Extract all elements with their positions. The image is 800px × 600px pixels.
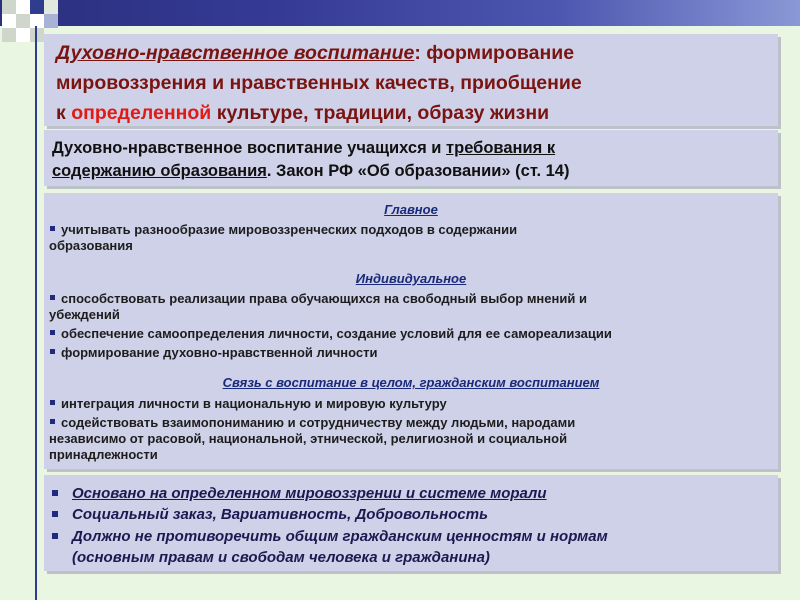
title-term: Духовно-нравственное воспитание xyxy=(56,42,415,64)
law-line-2-text: . Закон РФ «Об образовании» (ст. 14) xyxy=(266,162,570,180)
bullet-icon xyxy=(50,349,55,354)
title-highlight-word: определенной xyxy=(71,102,212,124)
section-heading-main: Главное xyxy=(384,202,438,217)
section-heading-individual: Индивидуальное xyxy=(355,271,467,286)
law-line-1 xyxy=(52,137,772,159)
list-item-text: учитывать разнообразие мировоззренческих подходов в содержании xyxy=(61,222,518,237)
list-item-text: формирование духовно-нравственной личности xyxy=(61,345,378,360)
bullet-icon xyxy=(52,511,58,517)
bullet-icon xyxy=(50,400,55,405)
section-heading-upbringing: Связь с воспитание в целом, гражданским воспитанием xyxy=(222,375,600,390)
list-item-text: способствовать реализации права обучающихся на свободный выбор мнений и xyxy=(61,291,587,306)
list-item xyxy=(49,345,729,360)
title-line-3-rest: культуре, традиции, образу жизни xyxy=(211,102,550,124)
bullet-icon xyxy=(50,226,55,231)
list-item-continuation: независимо от расовой, национальной, этнической, религиозной и социальной xyxy=(49,431,568,446)
list-item xyxy=(49,291,729,306)
list-item xyxy=(49,326,729,341)
law-line-1-underlined: требования к xyxy=(446,139,556,157)
bullet-icon xyxy=(50,295,55,300)
title-line-3-pre: к xyxy=(56,102,72,124)
title-line-1 xyxy=(56,40,776,66)
top-gradient-bar xyxy=(0,0,800,26)
summary-item-text: Должно не противоречить общим гражданским ценностям и нормам xyxy=(72,528,608,545)
summary-item-text: Основано на определенном мировоззрении и системе морали xyxy=(72,485,547,502)
list-item xyxy=(49,415,729,430)
list-item-continuation: образования xyxy=(49,238,133,253)
list-item xyxy=(49,222,729,237)
vertical-accent-line xyxy=(35,26,37,600)
title-line-3 xyxy=(56,100,776,126)
bullet-icon xyxy=(50,330,55,335)
summary-item xyxy=(52,483,772,504)
list-item-text: обеспечение самоопределения личности, создание условий для ее самореализации xyxy=(61,326,612,341)
list-item-continuation: принадлежности xyxy=(49,447,158,462)
title-line-1-rest: : формирование xyxy=(414,42,575,64)
bullet-icon xyxy=(52,490,58,496)
law-line-1-text: Духовно-нравственное воспитание учащихся и xyxy=(52,139,447,157)
summary-item xyxy=(52,526,772,547)
summary-item-text: Социальный заказ, Вариативность, Добровольность xyxy=(72,506,488,523)
law-line-2-underlined: содержанию образования xyxy=(52,162,267,180)
list-item-text: интеграция личности в национальную и мировую культуру xyxy=(61,396,447,411)
list-item xyxy=(49,396,729,411)
list-item-continuation: убеждений xyxy=(49,307,120,322)
bullet-icon xyxy=(50,419,55,424)
list-item-text: содействовать взаимопониманию и сотрудничеству между людьми, народами xyxy=(61,415,576,430)
summary-item-continuation: (основным правам и свободам человека и гражданина) xyxy=(72,549,490,566)
bullet-icon xyxy=(52,533,58,539)
title-line-2: мировоззрения и нравственных качеств, приобщение xyxy=(56,72,582,94)
summary-item xyxy=(52,504,772,525)
law-line-2 xyxy=(52,160,772,182)
